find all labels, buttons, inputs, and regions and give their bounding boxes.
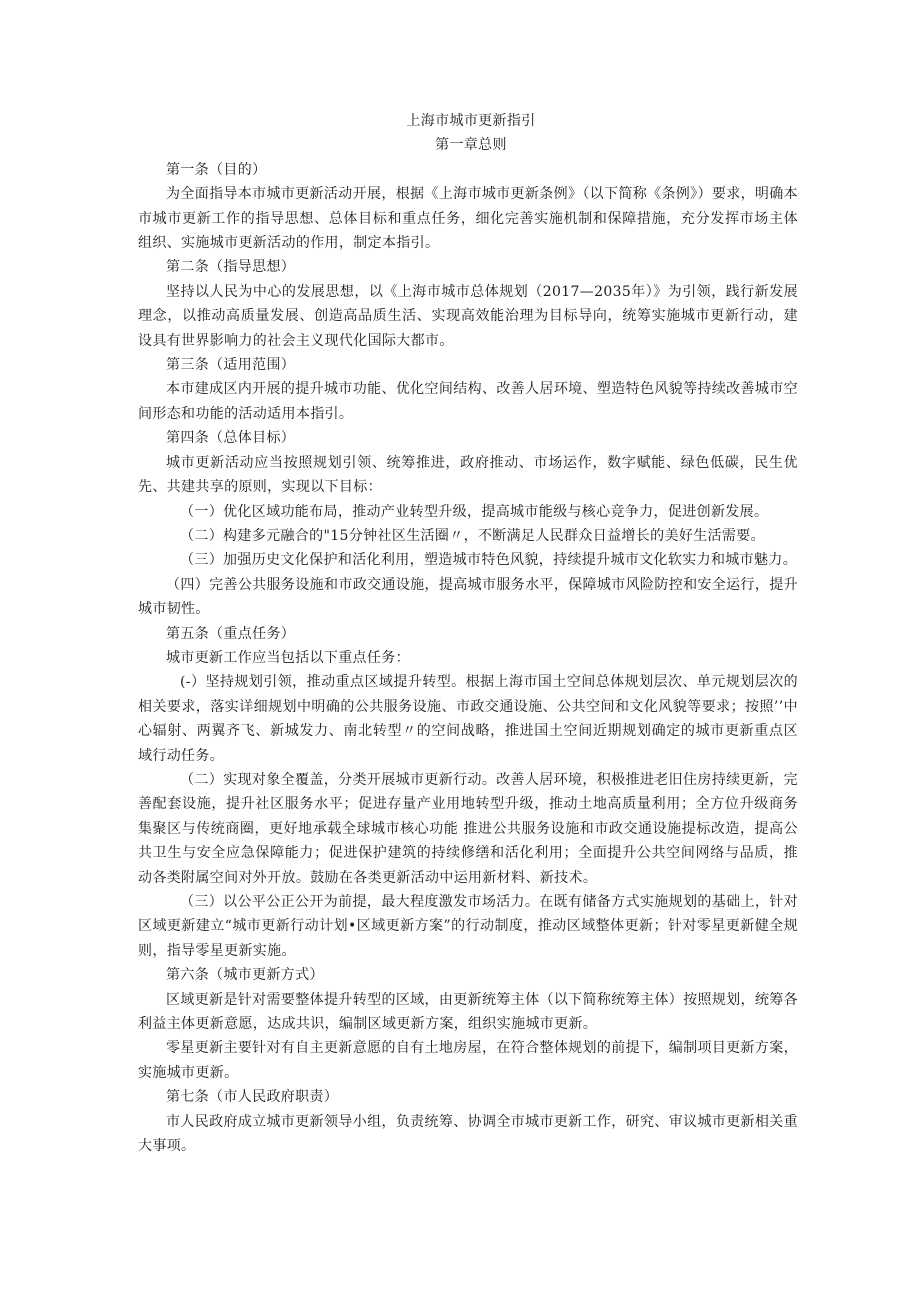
- article-heading: 第六条（城市更新方式）: [166, 967, 324, 984]
- body-paragraph: 城市更新工作应当包括以下重点任务：: [166, 649, 410, 666]
- body-paragraph: 市人民政府成立城市更新领导小组，负责统筹、协调全市城市更新工作，研究、审议城市更新相关重大事项。: [138, 1113, 798, 1155]
- body-paragraph: 本市建成区内开展的提升城市功能、优化空间结构、改善人居环境、塑造特色风貌等持续改善城市空间形态和功能的活动适用本指引。: [138, 381, 798, 422]
- article-heading: 第三条（适用范围）: [166, 357, 296, 374]
- body-paragraph: 区域更新是针对需要整体提升转型的区域，由更新统筹主体（以下简称统筹主体）按照规划，统筹各利益主体更新意愿，达成共识，编制区域更新方案，组织实施城市更新。: [138, 991, 798, 1033]
- chapter-heading: 第一章总则: [435, 137, 507, 154]
- body-paragraph: 城市更新活动应当按照规划引领、统筹推进，政府推动、市场运作，数字赋能、绿色低碳，民生优先、共建共享的原则，实现以下目标：: [138, 454, 798, 496]
- sub-item-paragraph: (-）坚持规划引领，推动重点区域提升转型。根据上海市国土空间总体规划层次、单元规划层次的相关要求，落实详细规划中明确的公共服务设施、市政交通设施、公共空间和文化风貌等要求；按照’’中心辐射、两翼齐飞、新城发力、南北转型〃的空间战略，推进国土空间近期规划确定的城市更新重点区域行动任务。: [138, 674, 798, 764]
- sub-item-paragraph: （一）优化区域功能布局，推动产业转型升级，提高城市能级与核心竞争力，促进创新发展。: [180, 503, 769, 520]
- sub-item-paragraph: （三）以公平公正公开为前提，最大程度激发市场活力。在既有储备方式实施规划的基础上，针对区域更新建立“城市更新行动计划•区域更新方案”的行动制度，推动区域整体更新；针对零星更新健全规则，指导零星更新实施。: [138, 894, 798, 959]
- article-list: [138, 158, 798, 1159]
- document-title: 上海市城市更新指引: [406, 113, 536, 129]
- body-paragraph: 零星更新主要针对有自主更新意愿的自有土地房屋，在符合整体规划的前提下，编制项目更新方案，实施城市更新。: [138, 1040, 798, 1081]
- sub-item-paragraph: （二）构建多元融合的"15分钟社区生活圈〃，不断满足人民群众日益增长的美好生活需要。: [180, 527, 765, 544]
- sub-item-paragraph: （二）实现对象全覆盖，分类开展城市更新行动。改善人居环境，积极推进老旧住房持续更新，完善配套设施，提升社区服务水平；促进存量产业用地转型升级，推动土地高质量利用；全方位升级商务集聚区与传统商圈，更好地承载全球城市核心功能 推进公共服务设施和市政交通设施提标改造，提高公共卫生与安全应急保障能力；促进保护建筑的持续修缮和活化利用；全面提升公共空间网络与品质，推动各类附属空间对外开放。鼓励在各类更新活动中运用新材料、新技术。: [138, 771, 798, 886]
- article-heading: 第四条（总体目标）: [166, 430, 296, 447]
- article-heading: 第五条（重点任务）: [166, 625, 296, 642]
- article-heading: 第七条（市人民政府职责）: [166, 1089, 339, 1106]
- article-heading: 第二条（指导思想）: [166, 259, 296, 276]
- body-paragraph: 为全面指导本市城市更新活动开展，根据《上海市城市更新条例》（以下简称《条例》）要求，明确本市城市更新工作的指导思想、总体目标和重点任务，细化完善实施机制和保障措施，充分发挥市场主体组织、实施城市更新活动的作用，制定本指引。: [138, 186, 798, 252]
- body-paragraph: 坚持以人民为中心的发展思想，以《上海市城市总体规划（2017—2035年）》为引领，践行新发展理念，以推动高质量发展、创造高品质生活、实现高效能治理为目标导向，统筹实施城市更新行动，建设具有世界影响力的社会主义现代化国际大都市。: [138, 283, 798, 349]
- body-paragraph: （四）完善公共服务设施和市政交通设施，提高城市服务水平，保障城市风险防控和安全运行，提升城市韧性。: [138, 576, 798, 618]
- sub-item-paragraph: （三）加强历史文化保护和活化利用，塑造城市特色风貌，持续提升城市文化软实力和城市魅力。: [180, 552, 798, 569]
- document-body: [138, 109, 798, 1158]
- article-heading: 第一条（目的）: [166, 161, 267, 178]
